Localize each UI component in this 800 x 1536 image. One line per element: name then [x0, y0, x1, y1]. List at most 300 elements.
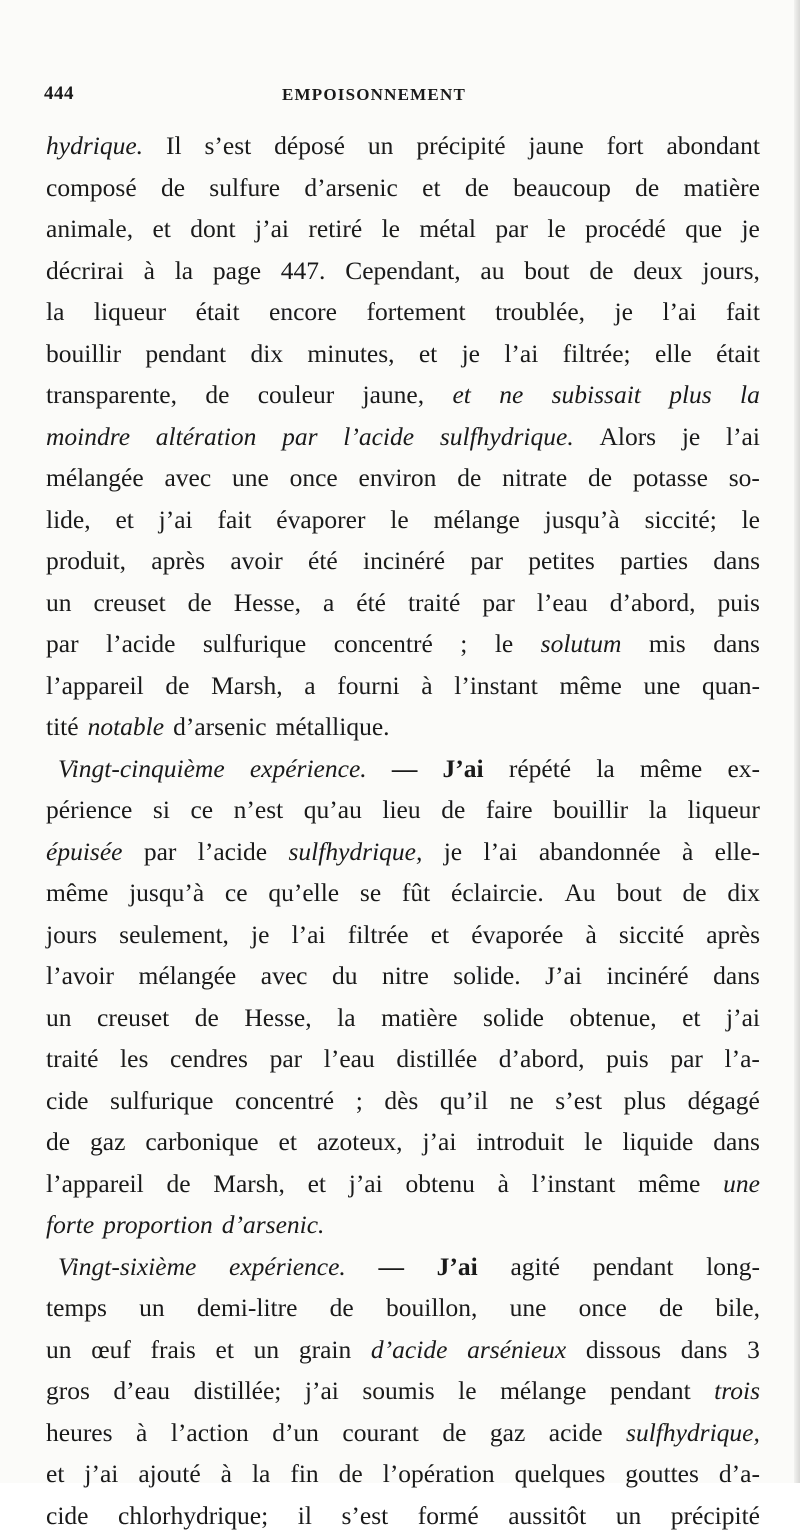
word: le [382, 208, 400, 250]
word: gouttes [625, 1453, 699, 1495]
word: n’est [234, 789, 284, 831]
word: de [588, 457, 612, 499]
word: formé [418, 1495, 479, 1536]
word: une [643, 665, 680, 707]
word: évaporer [276, 499, 365, 541]
word: creuset [97, 997, 169, 1039]
word: ce [190, 789, 213, 831]
word: Marsh, [211, 665, 283, 707]
word: je [251, 914, 269, 956]
word: couleur [258, 374, 334, 416]
text-line [46, 167, 760, 209]
word: mélange [500, 1370, 586, 1412]
word: hydrique. [46, 125, 143, 167]
word: l’ai [726, 416, 760, 458]
text-line [46, 1121, 760, 1163]
word: de [465, 167, 489, 209]
word: l’a- [725, 1038, 760, 1080]
word: la [596, 748, 614, 790]
word: j’ai [255, 208, 289, 250]
word: fût [402, 872, 430, 914]
word: s’est [555, 1080, 602, 1122]
word: matière [381, 997, 457, 1039]
word: seulement, [119, 914, 229, 956]
word: mélangée [46, 457, 144, 499]
word: incinéré [606, 955, 688, 997]
word: bile, [715, 1287, 760, 1329]
text-line [46, 1370, 760, 1412]
word: fortement [366, 291, 465, 333]
word: et [431, 914, 449, 956]
word: l’instant [532, 1163, 616, 1205]
word: solide [483, 997, 544, 1039]
page-header [44, 83, 760, 119]
word: demi-litre [197, 1287, 298, 1329]
word: par [495, 208, 528, 250]
text-line [46, 623, 760, 665]
word: j’ai [349, 1163, 383, 1205]
word: incinéré [363, 540, 445, 582]
text-line [46, 333, 760, 375]
word: introduit [476, 1121, 564, 1163]
word: expérience. [250, 748, 367, 790]
word: la [649, 789, 667, 831]
word: je [444, 831, 462, 873]
word: Il [166, 125, 182, 167]
text-line [46, 665, 760, 707]
word: d’abord, [499, 1038, 585, 1080]
word: distillée; [194, 1370, 282, 1412]
word: lide, [46, 499, 91, 541]
word: la [46, 291, 64, 333]
word: quan- [702, 665, 760, 707]
word: il [298, 1495, 312, 1536]
word: même [46, 872, 108, 914]
word: avec [261, 955, 308, 997]
word: par [482, 582, 515, 624]
word: mélangée [139, 955, 237, 997]
word: œuf [91, 1329, 131, 1371]
word: si [153, 789, 170, 831]
word: d’a- [719, 1453, 760, 1495]
word: un [46, 997, 72, 1039]
word: long- [706, 1246, 760, 1288]
word: expérience. [229, 1246, 346, 1288]
word: précipité [671, 1495, 760, 1536]
word: ce [225, 872, 248, 914]
word: fin [290, 1453, 318, 1495]
word: la [740, 374, 760, 416]
word: d’abord, [610, 582, 696, 624]
word: bout [524, 250, 569, 292]
text-line [46, 416, 760, 458]
word: agité [510, 1246, 560, 1288]
text-line [46, 789, 760, 831]
word: so- [729, 457, 760, 499]
word: Hesse, [234, 582, 301, 624]
word: par [282, 416, 317, 458]
word: l’action [171, 1412, 249, 1454]
word: puis [717, 582, 760, 624]
word: à [221, 1453, 232, 1495]
word: le [458, 1370, 476, 1412]
word: et [452, 374, 470, 416]
word: s’est [341, 1495, 388, 1536]
word: moindre [46, 416, 130, 458]
word: dix [727, 872, 760, 914]
word: l’acide [106, 623, 175, 665]
word: de [457, 457, 481, 499]
word: les [120, 1038, 148, 1080]
word: l’ai [483, 831, 517, 873]
word: environ [359, 457, 437, 499]
word: du [332, 955, 358, 997]
word: proportion [103, 1204, 213, 1246]
word: minutes, [307, 333, 394, 375]
word: d’acide [371, 1329, 447, 1371]
word: once [290, 457, 338, 499]
word: dont [190, 208, 235, 250]
word: à [421, 665, 432, 707]
word: aussitôt [508, 1495, 586, 1536]
word: liqueur [688, 789, 760, 831]
word: subissait [552, 374, 641, 416]
word: avec [164, 457, 211, 499]
word: Hesse, [244, 997, 311, 1039]
word: ajouté [138, 1453, 200, 1495]
word: jours [46, 914, 97, 956]
word: l’instant [454, 665, 538, 707]
word: dissous [586, 1329, 661, 1371]
word: et [279, 1121, 297, 1163]
word: d’arsenic [173, 706, 266, 748]
text-line [46, 374, 760, 416]
word: frais [151, 1329, 196, 1371]
word: un [139, 1287, 165, 1329]
word: je [462, 333, 480, 375]
word: dix [250, 333, 283, 375]
word: mis [649, 623, 686, 665]
word: J’ai [443, 748, 484, 790]
word: retiré [308, 208, 362, 250]
text-line [46, 831, 760, 873]
word: petites [528, 540, 595, 582]
word: l’eau [537, 582, 588, 624]
word: d’un [272, 1412, 319, 1454]
word: quelques [515, 1453, 606, 1495]
word: par [670, 1038, 703, 1080]
word: était [716, 333, 760, 375]
word: dans [713, 540, 760, 582]
word: d’arsenic. [222, 1204, 325, 1246]
word: troublée, [495, 291, 585, 333]
word: abondant [666, 125, 759, 167]
word: page [213, 250, 261, 292]
word: l’ai [292, 914, 326, 956]
word: notable [88, 706, 165, 748]
word: deux [633, 250, 683, 292]
word: J’ai [545, 955, 582, 997]
word: sulfhydrique. [440, 416, 574, 458]
word: tité [46, 706, 79, 748]
word: obtenue, [569, 997, 656, 1039]
word: par [270, 1038, 303, 1080]
word: sulfure [209, 167, 280, 209]
word: s’est [204, 125, 251, 167]
word: chlorhydrique; [118, 1495, 268, 1536]
word: le [584, 1121, 602, 1163]
word: 447. [281, 250, 326, 292]
word: une [232, 457, 269, 499]
word: ne [499, 374, 523, 416]
text-line [46, 1038, 760, 1080]
word: solide. [453, 955, 520, 997]
word: l’acide [343, 416, 414, 458]
word: à [498, 1163, 509, 1205]
text-line [46, 1329, 760, 1371]
word: jaune [529, 125, 584, 167]
word: ; [460, 623, 467, 665]
word: par [470, 540, 503, 582]
word: et [115, 499, 133, 541]
word: dans [681, 1329, 728, 1371]
text-line [46, 914, 760, 956]
word: épuisée [46, 831, 122, 873]
word: de [589, 250, 613, 292]
word: liqueur [94, 291, 166, 333]
text-line [46, 540, 760, 582]
word: et [422, 167, 440, 209]
word: de [330, 1287, 354, 1329]
word: ; [356, 1080, 363, 1122]
word: acide [549, 1412, 603, 1454]
word: gaz [490, 1412, 525, 1454]
word: siccité; [645, 499, 717, 541]
word: sulfurique [110, 1080, 213, 1122]
word: gros [46, 1370, 90, 1412]
word: fait [217, 499, 251, 541]
word: Vingt-sixième [58, 1246, 196, 1288]
page-edge-shadow [794, 0, 800, 1483]
word: l’acide [198, 831, 267, 873]
text-line [46, 1163, 760, 1205]
word: fort [607, 125, 644, 167]
word: filtrée; [563, 333, 631, 375]
word: cide [46, 1495, 88, 1536]
running-title: EMPOISONNEMENT [282, 85, 466, 105]
word: grain [299, 1329, 351, 1371]
word: bouillir [553, 789, 628, 831]
word: parties [620, 540, 688, 582]
word: courant [342, 1412, 418, 1454]
word: fourni [337, 665, 399, 707]
word: jusqu’à [129, 872, 204, 914]
word: a [323, 582, 334, 624]
word: la [337, 997, 355, 1039]
word: bout [616, 872, 661, 914]
word: ne [510, 1080, 534, 1122]
text-line [46, 1412, 760, 1454]
word: nitre [382, 955, 429, 997]
text-line [46, 955, 760, 997]
word: un [254, 1329, 280, 1371]
word: trois [714, 1370, 760, 1412]
word: filtrée [348, 914, 409, 956]
word: même [559, 665, 621, 707]
text-line [46, 208, 760, 250]
word: même [640, 748, 702, 790]
word: produit, [46, 540, 126, 582]
text-line [46, 250, 760, 292]
word: 3 [747, 1329, 760, 1371]
word: matière [684, 167, 760, 209]
word: de [442, 1412, 466, 1454]
word: Marsh, [213, 1163, 285, 1205]
text-line [46, 125, 760, 167]
word: la [252, 1453, 270, 1495]
word: creuset [93, 582, 165, 624]
word: l’appareil [46, 1163, 144, 1205]
word: été [308, 540, 338, 582]
word: se [360, 872, 381, 914]
word: bouillir [46, 333, 121, 375]
word: par [144, 831, 177, 873]
word: éclaircie. [451, 872, 544, 914]
text-line [46, 1204, 760, 1246]
word: abandonnée [539, 831, 661, 873]
word: sulfhydrique, [626, 1412, 760, 1454]
word: dégagé [688, 1080, 760, 1122]
word: temps [46, 1287, 107, 1329]
word: plus [624, 1080, 667, 1122]
word: de [166, 1163, 190, 1205]
word: qu’au [304, 789, 362, 831]
word: après [706, 914, 760, 956]
word: de [165, 665, 189, 707]
word: l’ai [662, 291, 696, 333]
word: et [682, 997, 700, 1039]
word: périence [46, 789, 132, 831]
word: potasse [633, 457, 708, 499]
word: dès [384, 1080, 418, 1122]
word: un [368, 125, 394, 167]
word: le [742, 499, 760, 541]
word: été [356, 582, 386, 624]
word: décrirai [46, 250, 124, 292]
word: le [547, 208, 565, 250]
word: sulfhydrique, [288, 831, 422, 873]
word: Au [565, 872, 596, 914]
word: soumis [362, 1370, 434, 1412]
text-line [46, 997, 760, 1039]
word: cendres [170, 1038, 248, 1080]
word: de [339, 1453, 363, 1495]
word: solutum [541, 623, 622, 665]
word: concentré [334, 623, 433, 665]
word: de [635, 167, 659, 209]
word: pendant [593, 1246, 674, 1288]
word: bouillon, [386, 1287, 477, 1329]
word: lieu [382, 789, 420, 831]
word: beaucoup [513, 167, 611, 209]
word: sulfurique [203, 623, 306, 665]
word: par [46, 623, 79, 665]
word: et [152, 208, 170, 250]
word: je [615, 291, 633, 333]
word: l’appareil [46, 665, 144, 707]
word: le [495, 623, 513, 665]
word: once [579, 1287, 627, 1329]
word: le [390, 499, 408, 541]
word: de [205, 374, 229, 416]
word: que [685, 208, 722, 250]
word: j’ai [422, 1121, 456, 1163]
word: — [392, 748, 418, 790]
word: et [308, 1163, 326, 1205]
word: pendant [610, 1370, 691, 1412]
word: liquide [622, 1121, 693, 1163]
word: elle [655, 333, 692, 375]
word: siccité [619, 914, 684, 956]
word: après [151, 540, 205, 582]
text-line [46, 1453, 760, 1495]
word: j’ai [726, 997, 760, 1039]
word: d’eau [113, 1370, 170, 1412]
word: de [46, 1121, 70, 1163]
word: transparente, [46, 374, 177, 416]
word: elle- [715, 831, 760, 873]
word: qu’elle [268, 872, 339, 914]
word: de [161, 167, 185, 209]
word: précipité [416, 125, 505, 167]
word: Vingt-cinquième [58, 748, 225, 790]
word: métal [419, 208, 476, 250]
word: altération [156, 416, 257, 458]
word: J’ai [437, 1246, 478, 1288]
word: nitrate [502, 457, 567, 499]
word: composé [46, 167, 137, 209]
word: concentré [235, 1080, 334, 1122]
word: je [741, 208, 759, 250]
text-line [46, 1287, 760, 1329]
word: de [659, 1287, 683, 1329]
word: même [638, 1163, 700, 1205]
word: j’ai [84, 1453, 118, 1495]
text-line [46, 1080, 760, 1122]
word: l’avoir [46, 955, 114, 997]
word: jaune, [363, 374, 425, 416]
word: distillée [396, 1038, 477, 1080]
word: l’ai [504, 333, 538, 375]
word: l’eau [324, 1038, 375, 1080]
word: — [378, 1246, 404, 1288]
word: pendant [145, 333, 226, 375]
word: au [480, 250, 504, 292]
word: dans [713, 623, 760, 665]
word: répété [509, 748, 571, 790]
word: était [196, 291, 240, 333]
word: métallique. [276, 706, 390, 748]
text-line [46, 1495, 760, 1536]
word: je [682, 416, 700, 458]
word: un [46, 582, 72, 624]
word: et [216, 1329, 234, 1371]
word: la [175, 250, 193, 292]
word: jusqu’à [545, 499, 620, 541]
word: jours, [703, 250, 760, 292]
word: une [510, 1287, 547, 1329]
word: d’arsenic [304, 167, 397, 209]
